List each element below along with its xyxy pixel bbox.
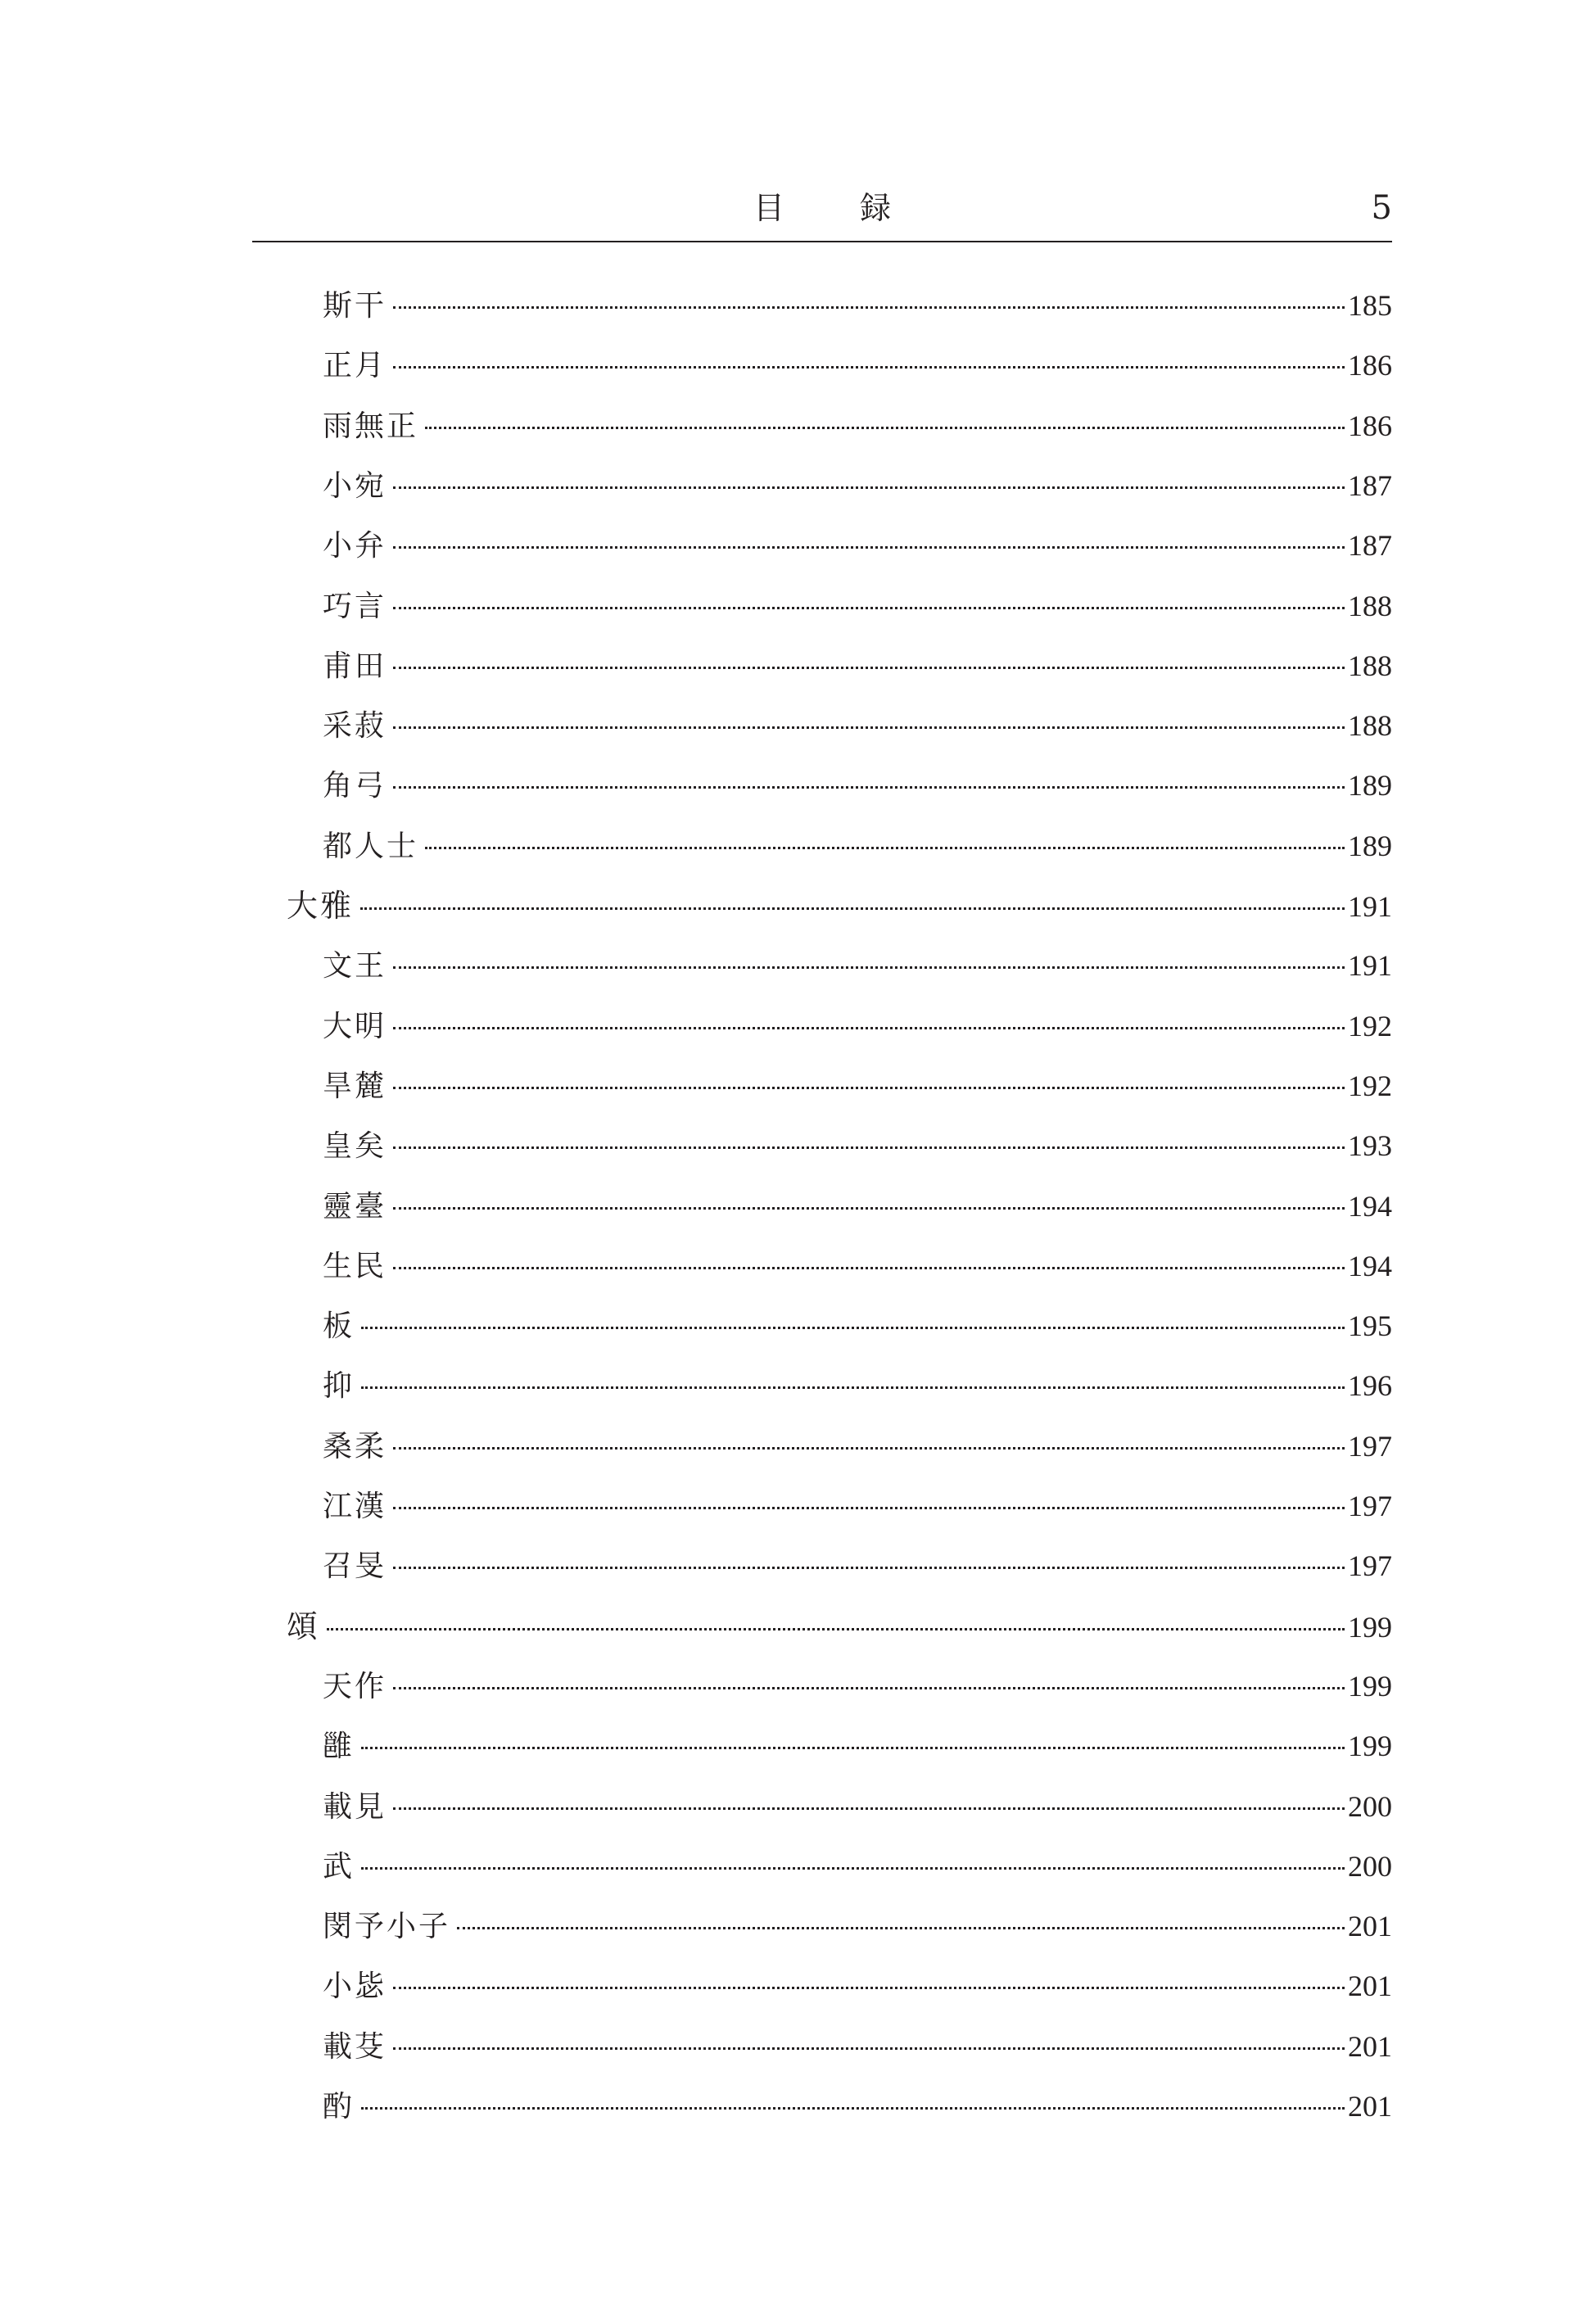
toc-entry-title: 都人士 [323,829,419,863]
dot-leader [393,1027,1345,1029]
toc-entry-page: 197 [1348,1549,1392,1583]
dot-leader [361,1747,1345,1749]
toc-entry-title: 抑 [323,1369,355,1404]
toc-entry-title: 江漢 [323,1490,387,1523]
toc-entry-page: 187 [1348,529,1392,563]
toc-entry [323,1543,1392,1589]
toc-entry [323,1183,1392,1229]
dot-leader [393,1507,1345,1509]
toc-entry-title: 旱麓 [323,1069,387,1103]
dot-leader [393,1567,1345,1569]
dot-leader [393,546,1345,549]
toc-entry-page: 201 [1348,1970,1392,2003]
toc-entry-page: 188 [1348,709,1392,743]
toc-entry [323,1963,1392,2009]
toc-entry-page: 189 [1348,829,1392,862]
toc-entry [323,1423,1392,1469]
toc-entry-title: 采菽 [323,709,387,744]
dot-leader [393,1207,1345,1210]
toc-entry [323,1123,1392,1169]
toc-entry [323,2024,1392,2069]
toc-entry-page: 187 [1348,468,1392,502]
page-title: 目 録 [753,190,925,226]
dot-leader [457,1927,1345,1929]
toc-entry-page: 188 [1348,649,1392,682]
toc-entry [323,1063,1392,1109]
toc-entry-title: 角弓 [323,769,387,803]
page-header [252,183,1392,242]
toc-entry-title: 頌 [287,1608,321,1644]
toc-entry-page: 185 [1348,289,1392,322]
dot-leader [361,2107,1345,2110]
toc-entry-title: 大明 [323,1009,387,1043]
dot-leader [393,1987,1345,1989]
toc-entry [323,1003,1392,1049]
toc-entry-page: 192 [1348,1009,1392,1042]
toc-entry-title: 正月 [323,349,387,383]
toc-entry [323,1903,1392,1949]
toc-entry [323,1723,1392,1769]
dot-leader [393,607,1345,609]
toc-entry-page: 191 [1348,949,1392,983]
toc-entry [323,2083,1392,2129]
toc-entry [287,883,1392,929]
toc-entry-title: 召旻 [323,1549,387,1584]
dot-leader [393,2047,1345,2050]
toc-entry-title: 大雅 [287,888,355,924]
dot-leader [393,366,1345,369]
toc-entry-title: 武 [323,1849,355,1884]
toc-entry-page: 196 [1348,1369,1392,1403]
toc-entry-page: 194 [1348,1249,1392,1282]
toc-entry-title: 天作 [323,1669,387,1703]
toc-entry-title: 小弁 [323,529,387,563]
dot-leader [393,1146,1345,1149]
toc-entry [323,1363,1392,1409]
toc-entry [323,1303,1392,1349]
toc-entry-page: 201 [1348,1910,1392,1943]
toc-entry-title: 斯干 [323,289,387,323]
toc-entry-title: 載芟 [323,2029,387,2064]
toc-entry-page: 188 [1348,589,1392,622]
dot-leader [393,1447,1345,1449]
dot-leader [393,486,1345,489]
toc-entry-page: 194 [1348,1189,1392,1223]
toc-entry-title: 文王 [323,949,387,984]
toc-entry-title: 桑柔 [323,1429,387,1463]
toc-entry [323,943,1392,988]
toc-entry [323,1843,1392,1889]
dot-leader [393,1267,1345,1269]
toc-entry [323,583,1392,629]
toc-entry [323,823,1392,869]
toc-entry-title: 雝 [323,1730,355,1764]
dot-leader [361,1327,1345,1329]
toc-entry-title: 板 [323,1309,355,1344]
dot-leader [393,667,1345,669]
toc-entry [323,1483,1392,1529]
toc-entry-title: 甫田 [323,649,387,683]
toc-entry [323,643,1392,689]
dot-leader [425,847,1345,849]
dot-leader [393,1807,1345,1810]
toc-entry-page: 197 [1348,1490,1392,1522]
toc-entry-title: 載見 [323,1789,387,1824]
toc-entry [323,703,1392,748]
toc-entry-page: 192 [1348,1069,1392,1102]
toc-entry-title: 閔予小子 [323,1910,451,1944]
toc-entry-title: 小宛 [323,468,387,503]
toc-entry-page: 199 [1348,1730,1392,1763]
toc-entry-page: 186 [1348,349,1392,382]
dot-leader [361,1867,1345,1870]
toc-entry-page: 201 [1348,2029,1392,2063]
toc-entry [323,403,1392,449]
dot-leader [425,427,1345,429]
toc-entry-page: 199 [1348,1610,1392,1644]
toc-entry-title: 巧言 [323,589,387,623]
toc-entry-title: 酌 [323,2090,355,2123]
toc-entry-page: 197 [1348,1429,1392,1463]
dot-leader [327,1628,1345,1630]
toc-entry [323,342,1392,388]
toc-entry-page: 201 [1348,2090,1392,2123]
dot-leader [393,1687,1345,1689]
toc-entry-page: 191 [1348,890,1392,923]
dot-leader [360,907,1345,910]
toc-entry-page: 199 [1348,1669,1392,1703]
toc-entry-page: 186 [1348,409,1392,442]
dot-leader [393,726,1345,729]
toc-entry-title: 靈臺 [323,1189,387,1223]
toc-entry [323,522,1392,568]
toc-entry-page: 200 [1348,1789,1392,1823]
toc-entry-page: 200 [1348,1849,1392,1883]
toc-entry-title: 雨無正 [323,409,419,443]
dot-leader [393,1087,1345,1089]
toc-entry [323,1663,1392,1709]
toc-entry [323,283,1392,328]
toc-entry [323,1243,1392,1289]
dot-leader [393,306,1345,309]
toc-entry-title: 皇矣 [323,1129,387,1164]
toc-entry-page: 193 [1348,1129,1392,1163]
toc-entry [323,762,1392,808]
toc-entry-title: 生民 [323,1249,387,1283]
page-number: 5 [1371,189,1392,227]
dot-leader [393,966,1345,969]
toc-entry [323,463,1392,509]
toc-entry-page: 189 [1348,769,1392,803]
dot-leader [393,786,1345,789]
toc-entry-page: 195 [1348,1309,1392,1343]
toc-entry [287,1603,1392,1649]
toc-entry [323,1784,1392,1829]
toc-entry-title: 小毖 [323,1970,387,2004]
dot-leader [361,1386,1345,1389]
